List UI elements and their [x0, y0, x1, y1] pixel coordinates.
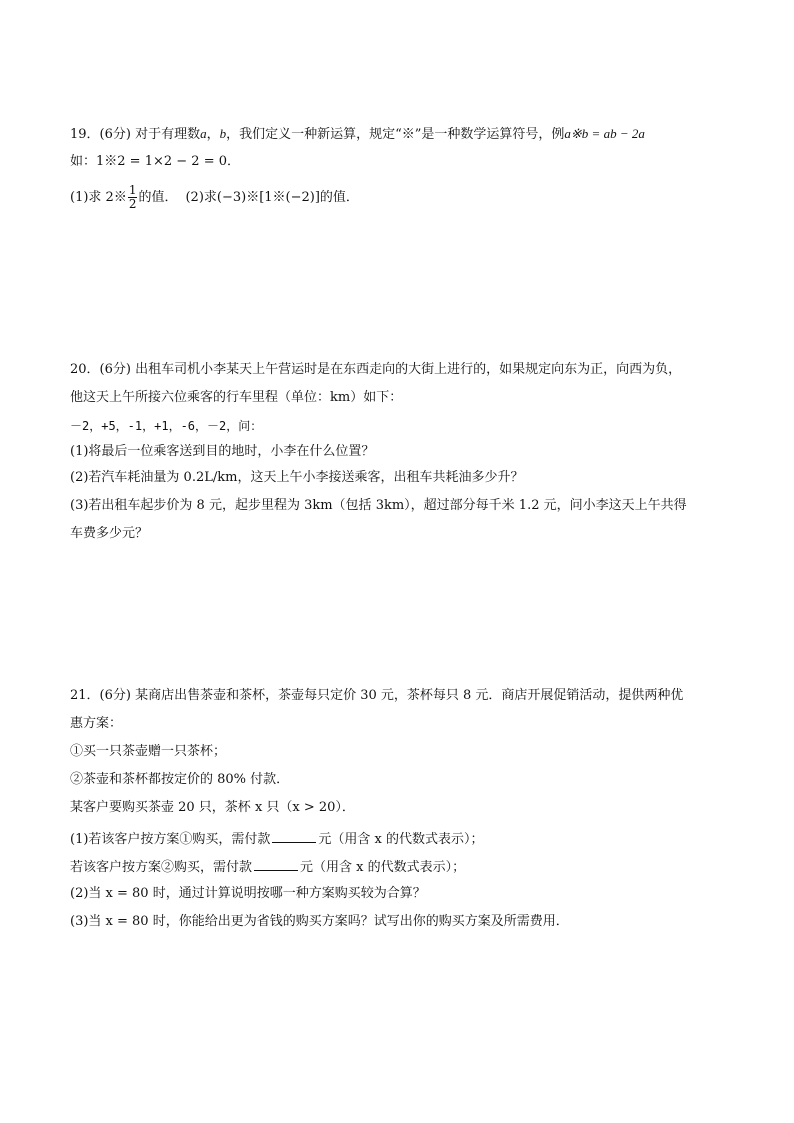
q19-part1-prefix: (1)求 2※: [70, 190, 127, 205]
q19-var-b: b: [219, 126, 227, 141]
q21-part1-scheme1-suffix: 元（用含 x 的代数式表示）；: [318, 832, 484, 847]
q21-line-4: ②茶壶和茶杯都按定价的 80% 付款．: [70, 772, 290, 787]
q21-line-3: ①买一只茶壶赠一只茶杯；: [70, 744, 227, 759]
q21-line-6: [70, 828, 484, 850]
q19-sep: ，: [206, 127, 220, 142]
q19-formula: a※b = ab − 2a: [564, 126, 645, 141]
q20-line-4: (1)将最后一位乘客送到目的地时，小李在什么位置？: [70, 444, 375, 459]
q19-intro: 19．(6分) 对于有理数: [70, 127, 201, 142]
q19-var-a: a: [200, 126, 207, 141]
q19-fraction: [128, 184, 138, 211]
q21-line-5: 某客户要购买茶壶 20 只，茶杯 x 只（x > 20）．: [70, 800, 355, 815]
q19-part1-suffix: 的值．: [138, 190, 178, 205]
q19-definition: ，我们定义一种新运算，规定“※”是一种数学运算符号，例: [226, 127, 565, 142]
q21-part1-scheme1-prefix: (1)若该客户按方案①购买，需付款: [70, 832, 271, 847]
q20-line-6: (3)若出租车起步价为 8 元，起步里程为 3km（包括 3km），超过部分每千米 1.2 元，问小李这天上午共得: [70, 498, 687, 513]
q19-fraction-denominator: 2: [128, 197, 137, 211]
q19-line-2: 如：1※2 = 1×2 − 2 = 0．: [70, 154, 240, 169]
q19-part2: (2)求(−3)※[1※(−2)]的值．: [185, 190, 359, 205]
q20-line-3: －2，+5，-1，+1，-6，－2，问：: [70, 419, 263, 433]
answer-blank-2[interactable]: [254, 856, 298, 871]
q21-part1-scheme2-suffix: 元（用含 x 的代数式表示）；: [300, 860, 466, 875]
q21-line-8: (2)当 x = 80 时，通过计算说明按哪一种方案购买较为合算？: [70, 886, 426, 901]
q20-line-2: 他这天上午所接六位乘客的行车里程（单位：km）如下：: [70, 390, 403, 405]
q21-line-2: 惠方案：: [70, 716, 123, 731]
q19-fraction-numerator: 1: [128, 183, 137, 197]
q19-line-1: [70, 124, 645, 145]
q20-line-7: 车费多少元？: [70, 526, 149, 541]
q21-part1-scheme2-prefix: 若该客户按方案②购买，需付款: [70, 860, 253, 875]
q21-line-7: [70, 856, 465, 878]
q20-line-1: 20．(6分) 出租车司机小李某天上午营运时是在东西走向的大街上进行的，如果规定向东为正，向西为负，: [70, 362, 682, 377]
q21-line-1: 21．(6分) 某商店出售茶壶和茶杯，茶壶每只定价 30 元，茶杯每只 8 元．商店开展促销活动，提供两种优: [70, 688, 684, 703]
answer-blank-1[interactable]: [272, 828, 316, 843]
q19-line-3: [70, 184, 359, 211]
q20-line-5: (2)若汽车耗油量为 0.2L/km，这天上午小李接送乘客，出租车共耗油多少升？: [70, 470, 524, 485]
q21-line-9: (3)当 x = 80 时，你能给出更为省钱的购买方案吗？试写出你的购买方案及所需费用．: [70, 914, 569, 929]
